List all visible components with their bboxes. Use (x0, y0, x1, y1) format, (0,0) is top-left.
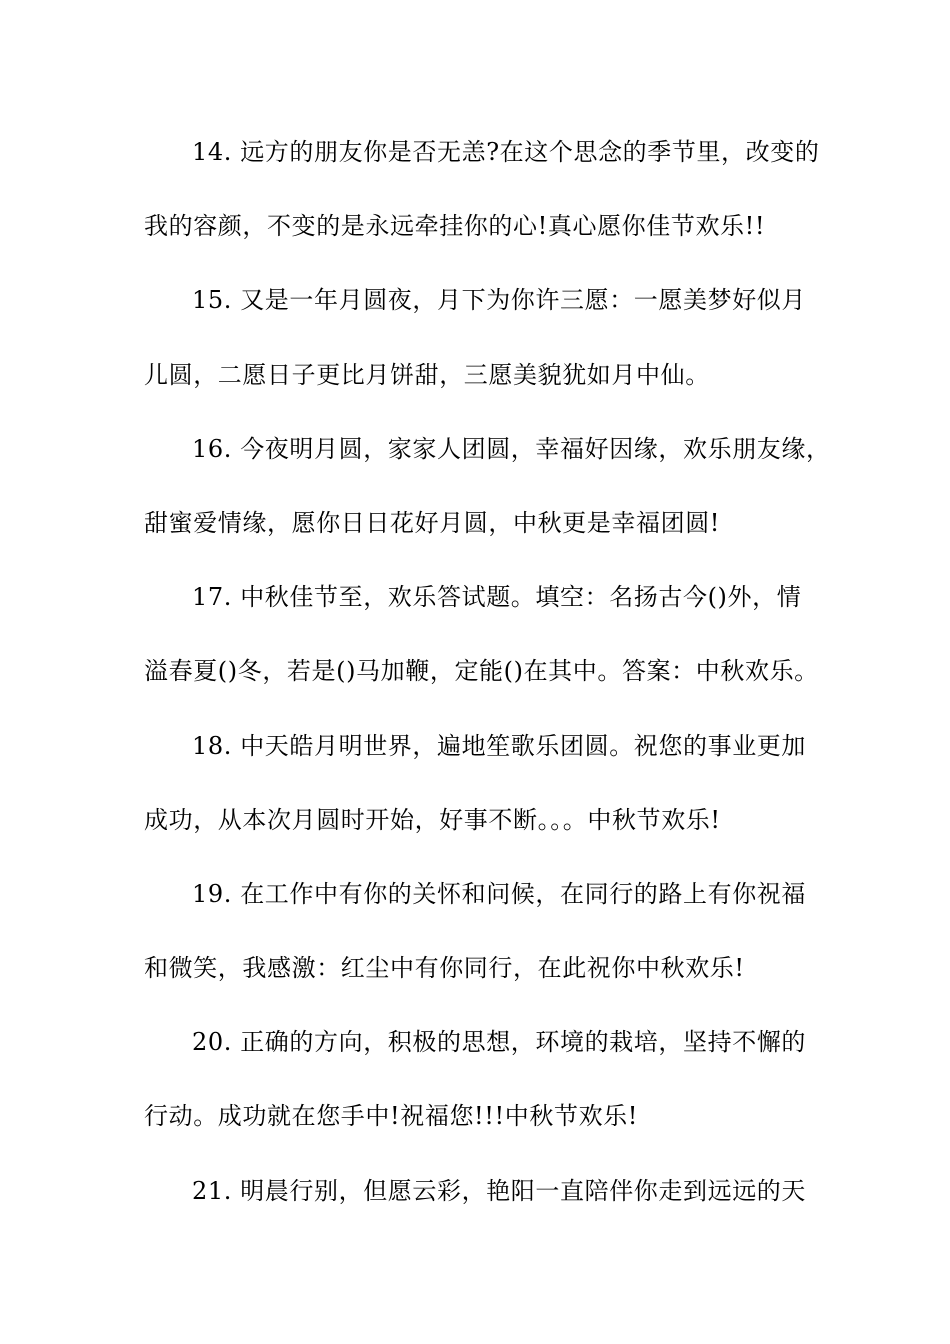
paragraph-15-line-1: 15. 又是一年月圆夜，月下为你许三愿：一愿美梦好似月 (192, 286, 806, 315)
paragraph-18-line-2: 成功，从本次月圆时开始，好事不断。。。中秋节欢乐! (144, 805, 721, 834)
paragraph-16-line-1: 16. 今夜明月圆，家家人团圆，幸福好因缘，欢乐朋友缘， (192, 434, 831, 463)
paragraph-17-line-1: 17. 中秋佳节至，欢乐答试题。填空：名扬古今()外，情 (192, 583, 802, 612)
paragraph-16-line-2: 甜蜜爱情缘，愿你日日花好月圆，中秋更是幸福团圆! (144, 508, 721, 537)
paragraph-21-line-1: 21. 明晨行别，但愿云彩，艳阳一直陪伴你走到远远的天 (192, 1176, 806, 1205)
paragraph-19-line-1: 19. 在工作中有你的关怀和问候，在同行的路上有你祝福 (192, 879, 806, 908)
paragraph-14-line-2: 我的容颜，不变的是永远牵挂你的心!真心愿你佳节欢乐!! (144, 212, 766, 241)
paragraph-19-line-2: 和微笑，我感激：红尘中有你同行，在此祝你中秋欢乐! (144, 954, 745, 983)
paragraph-20-line-2: 行动。成功就在您手中!祝福您!!!中秋节欢乐! (144, 1102, 639, 1131)
paragraph-15-line-2: 儿圆，二愿日子更比月饼甜，三愿美貌犹如月中仙。 (144, 360, 710, 389)
paragraph-18-line-1: 18. 中天皓月明世界，遍地笙歌乐团圆。祝您的事业更加 (192, 731, 806, 760)
paragraph-17-line-2: 溢春夏()冬，若是()马加鞭，定能()在其中。答案：中秋欢乐。 (144, 657, 819, 686)
document-body (144, 122, 831, 1235)
paragraph-20-line-1: 20. 正确的方向，积极的思想，环境的栽培，坚持不懈的 (192, 1028, 806, 1057)
paragraph-14-line-1: 14. 远方的朋友你是否无恙?在这个思念的季节里，改变的 (192, 138, 820, 166)
